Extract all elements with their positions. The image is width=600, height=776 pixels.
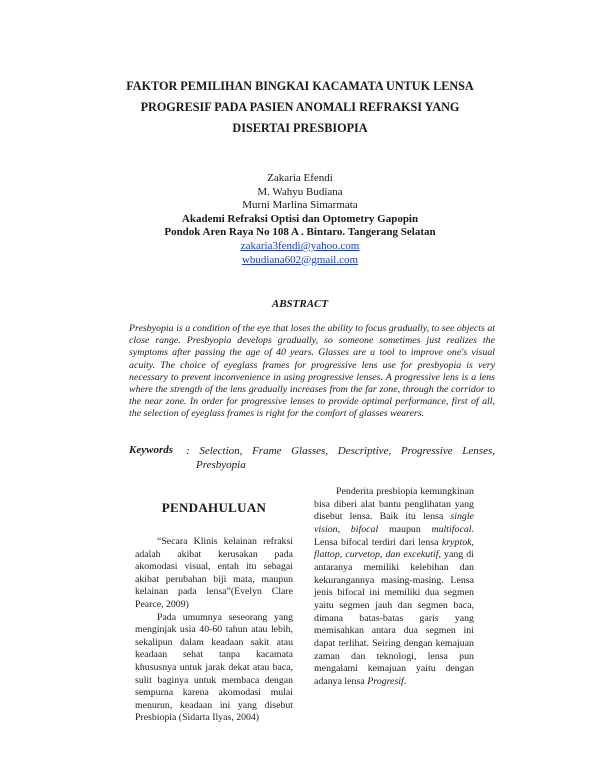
title-line-3: DISERTAI PRESBIOPIA — [232, 121, 368, 135]
keywords-label: Keywords — [129, 444, 173, 456]
paragraph: Pada umumnya seseorang yang menginjak usia 40-60 tahun atau lebih, sekalipun dalam keadaan sakit atau keadaan sehat tanpa kacamata khususnya untuk jarak dekat atau baca, sulit baginya untuk membaca dengan sempurna karena akomodasi mulai menurun, keadaan ini yang disebut Presbiopia (Sidarta Ilyas, 2004) — [135, 611, 293, 724]
address: Pondok Aren Raya No 108 A . Bintaro. Tangerang Selatan — [164, 226, 436, 239]
paper-title — [120, 76, 480, 139]
author-name: Zakaria Efendi — [267, 172, 333, 184]
title-line-2: PROGRESIF PADA PASIEN ANOMALI REFRAKSI YANG — [140, 100, 460, 114]
author-name: M. Wahyu Budiana — [257, 185, 343, 198]
left-column — [135, 500, 293, 725]
keywords-line-1: : Selection, Frame Glasses, Descriptive, Progressive Lenses, — [186, 445, 495, 457]
abstract-heading: ABSTRACT — [271, 298, 329, 310]
institution: Akademi Refraksi Optisi dan Optometry Gapopin — [181, 212, 419, 225]
section-heading: PENDAHULUAN — [161, 500, 267, 515]
author-block — [100, 172, 500, 267]
right-column — [314, 486, 474, 689]
paragraph: Penderita presbiopia kemungkinan bisa diberi alat bantu penglihatan yang disebut lensa. Baik itu lensa single vision, bifocal maupun multifocal. Lensa bifocal terdiri dari lensa kryptok, flattop, curvetop, dan excekutif, yang di antaranya memiliki kelebihan dan kekurangannya masing-masing. Lensa jenis bifocal ini memiliki dua segmen yaitu segmen jauh dan segmen baca, dimana batas-batas garis yang memisahkan antara dua segmen ini dapat terlihat. Seiring dengan kemajuan zaman dan teknologi, lensa pun mengalami kemajuan yaitu dengan adanya lensa Progresif. — [314, 486, 474, 687]
keywords-line-2: Presbyopia — [196, 459, 246, 471]
abstract-body: Presbyopia is a condition of the eye that loses the ability to focus gradually, to see objects at close range. Presbyopia develops gradually, so someone sometimes just realizes the symptoms after passing the age of 40 years. Glasses are a tool to improve one's visual acuity. The choice of eyeglass frames for progressive lens use for presbyopia is very necessary to prevent inconvenience in using progressive lenses. A progressive lens is a lens where the strength of the lens gradually increases from the far zone, through the corridor to the near zone. In order for progressive lenses to provide optimal performance, first of all, the selection of eyeglass frames is right for the comfort of glasses wearers. — [129, 323, 495, 420]
email-link[interactable]: zakaria3fendi@yahoo.com — [240, 239, 360, 252]
email-link[interactable]: wbudiana602@gmail.com — [241, 253, 359, 266]
title-line-1: FAKTOR PEMILIHAN BINGKAI KACAMATA UNTUK LENSA — [126, 79, 474, 93]
paragraph: “Secara Klinis kelainan refraksi adalah akibat kerusakan pada akomodasi visual, entah itu sebagai akibat perubahan biji mata, maupun kelainan pada lensa”(Evelyn Clare Pearce, 2009) — [135, 536, 293, 610]
author-name: Murni Marlina Simarmata — [242, 199, 358, 212]
keywords-values — [186, 444, 495, 472]
